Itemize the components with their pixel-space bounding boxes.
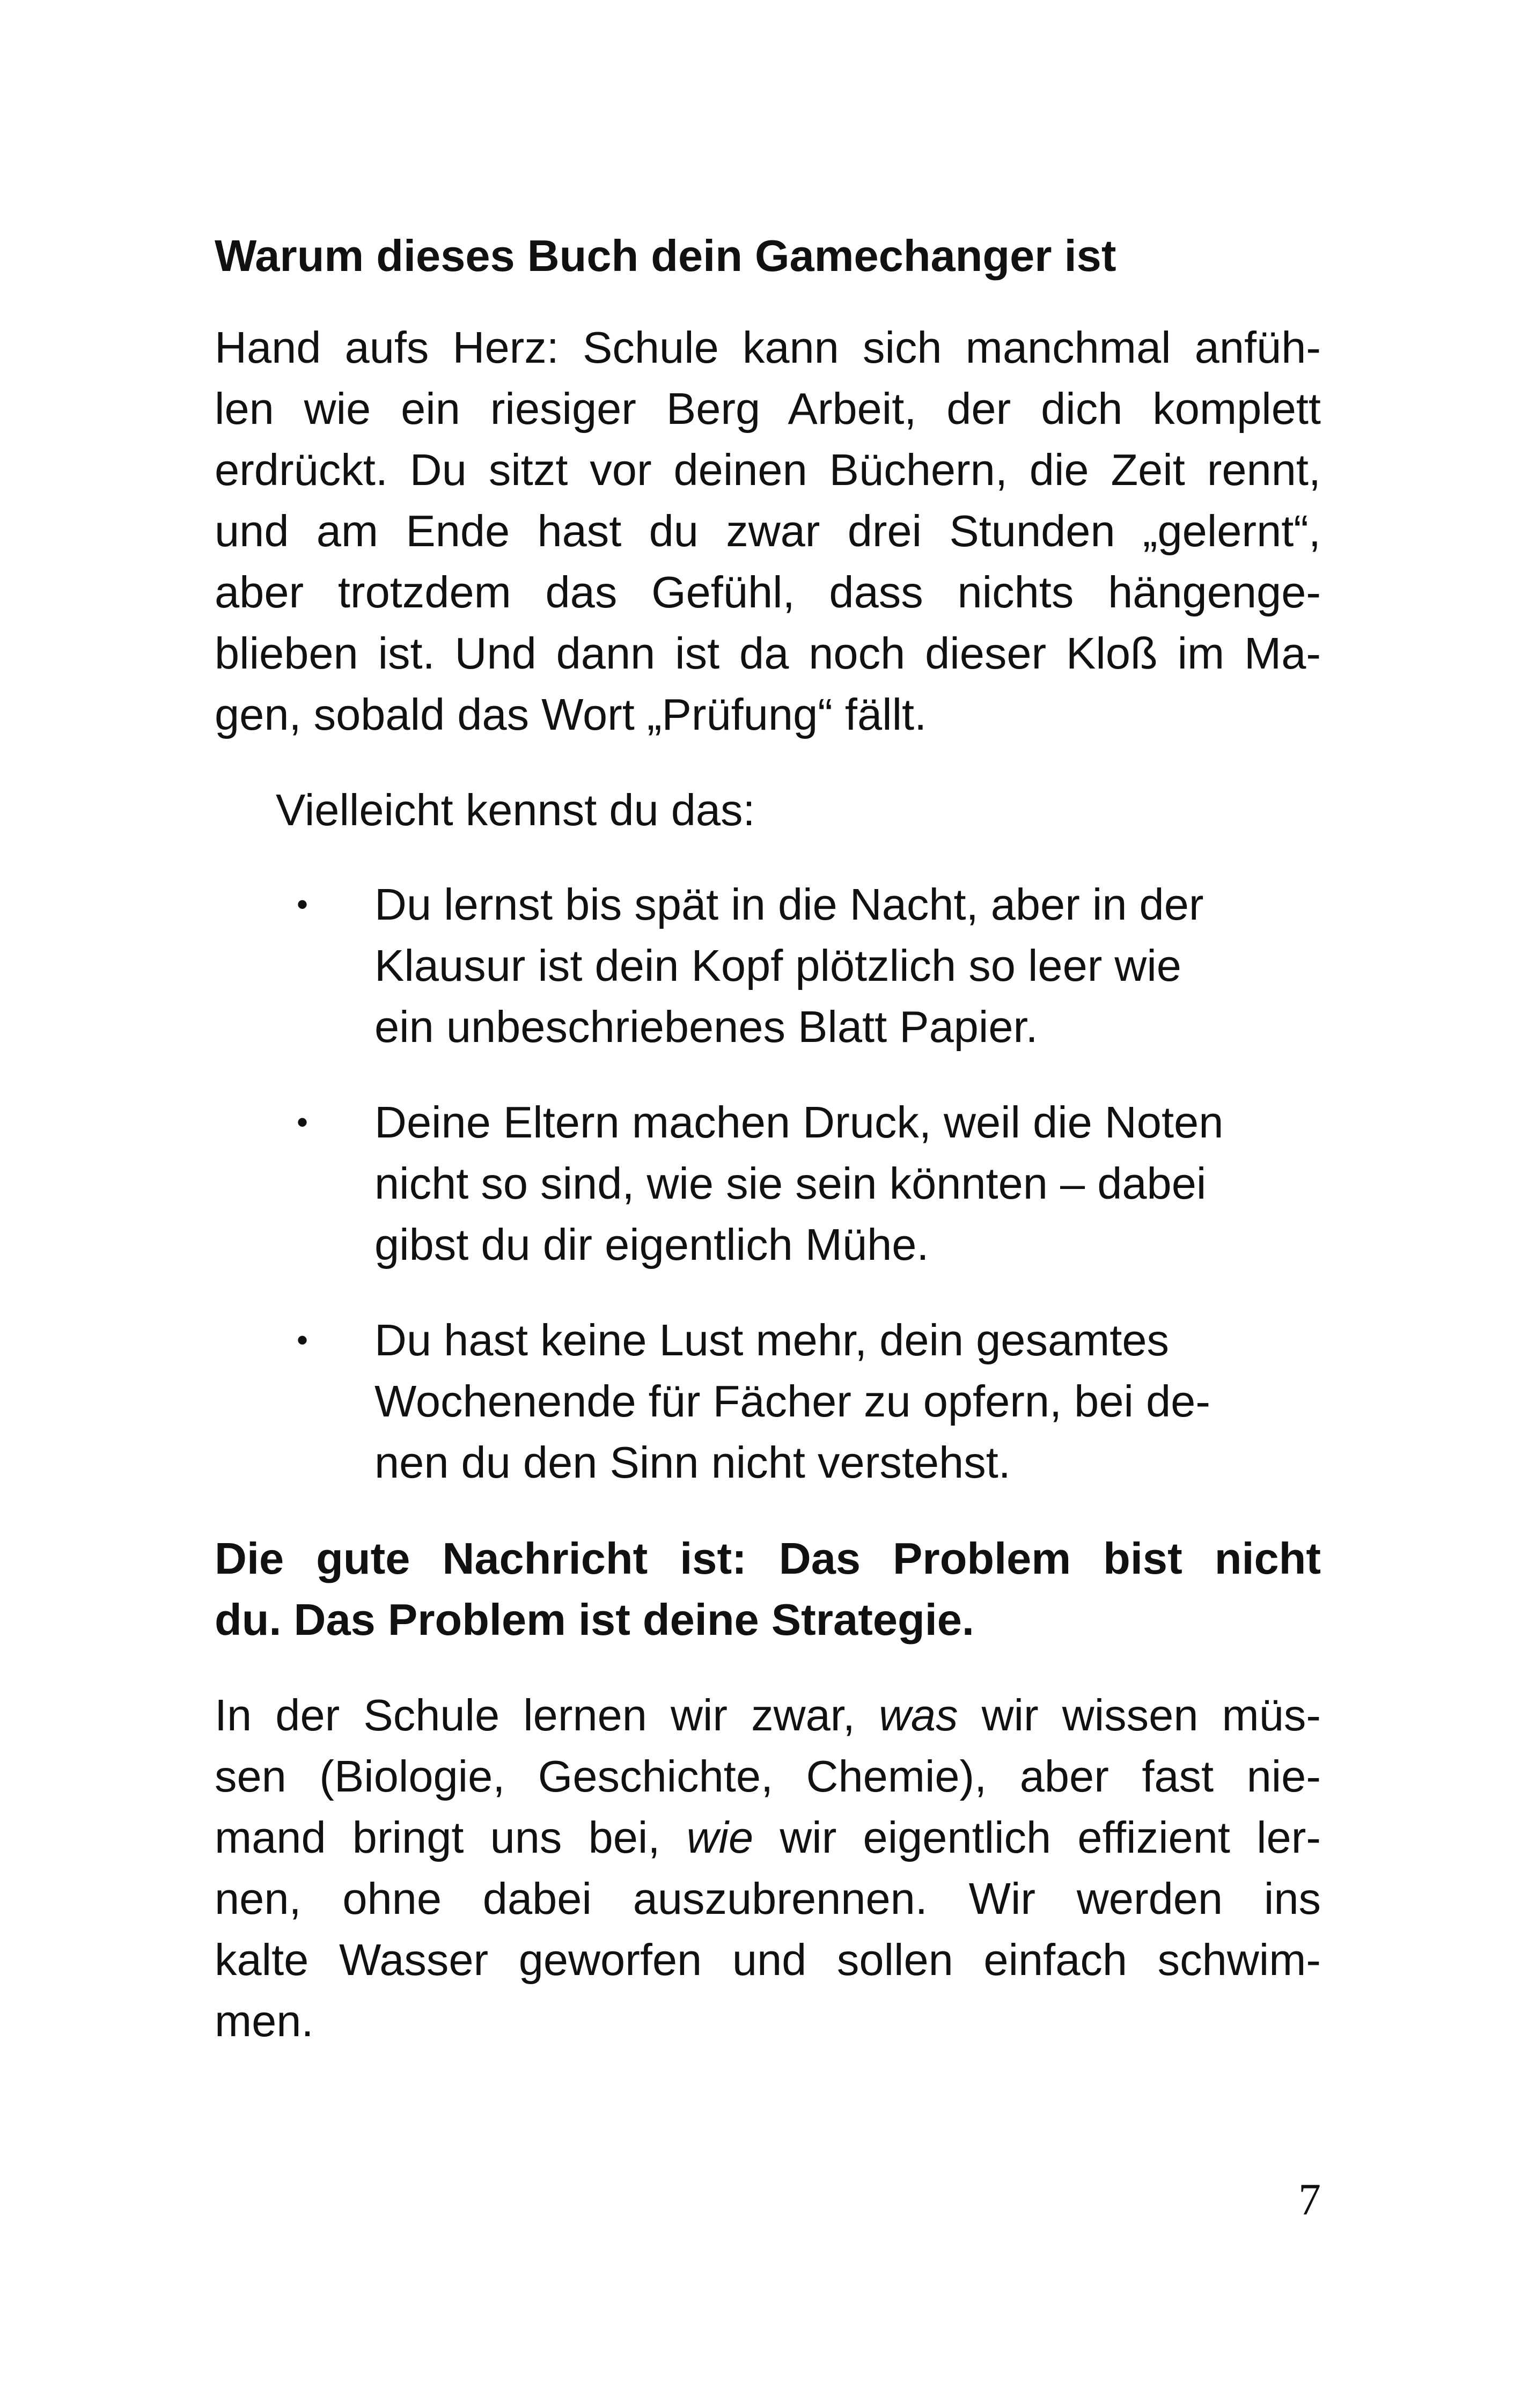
paragraph-intro [215,317,1321,745]
list-item-line: nicht so sind, wie sie sein könnten – dabei [374,1158,1207,1208]
paragraph-line: gen, sobald das Wort „Prüfung“ fällt. [215,689,927,739]
list-item-line: ein unbeschriebenes Blatt Papier. [374,1002,1038,1052]
list-item-line: Du lernst bis spät in die Nacht, aber in der [374,879,1204,929]
list-intro: Vielleicht kennst du das: [276,785,755,835]
list-item-line: gibst du dir eigentlich Mühe. [374,1220,929,1269]
paragraph-line: und am Ende hast du zwar drei Stunden „gelernt“, [215,506,1321,556]
bullet-list [215,874,1321,1493]
list-item [215,874,1447,1058]
list-item-line: Wochenende für Fächer zu opfern, bei de- [374,1376,1210,1426]
paragraph-line: mand bringt uns bei, wie wir eigentlich effizient ler- [215,1812,1321,1862]
section-heading: Warum dieses Buch dein Gamechanger ist [215,231,1116,281]
paragraph-line: blieben ist. Und dann ist da noch dieser Kloß im Ma- [215,628,1321,678]
list-item-line: Klausur ist dein Kopf plötzlich so leer wie [374,941,1181,990]
list-item [215,1310,1447,1493]
key-statement [215,1528,1321,1650]
paragraph-line: In der Schule lernen wir zwar, was wir wissen müs- [215,1690,1321,1740]
paragraph-line: Hand aufs Herz: Schule kann sich manchmal anfüh- [215,322,1321,372]
paragraph-line: nen, ohne dabei auszubrennen. Wir werden ins [215,1874,1321,1924]
paragraph-line: sen (Biologie, Geschichte, Chemie), aber fast nie- [215,1751,1321,1801]
paragraph-closing [215,1685,1321,2052]
paragraph-line: erdrückt. Du sitzt vor deinen Büchern, die Zeit rennt, [215,445,1321,495]
emphasis-wie: wie [686,1812,754,1862]
bullet-marker-icon: • [297,1322,308,1358]
bullet-marker-icon: • [297,886,308,922]
key-statement-line: Die gute Nachricht ist: Das Problem bist nicht [215,1533,1321,1583]
key-statement-line: du. Das Problem ist deine Strategie. [215,1595,974,1645]
paragraph-line: len wie ein riesiger Berg Arbeit, der dich komplett [215,384,1321,434]
book-page [215,225,1321,2052]
list-item-line: Deine Eltern machen Druck, weil die Noten [374,1097,1224,1147]
bullet-marker-icon: • [297,1104,308,1140]
list-item-line: Du hast keine Lust mehr, dein gesamtes [374,1315,1169,1365]
page-number: 7 [1298,2175,1321,2225]
paragraph-line: men. [215,1996,314,2046]
list-item-line: nen du den Sinn nicht verstehst. [374,1437,1011,1487]
emphasis-was: was [878,1690,958,1740]
list-item [215,1092,1447,1275]
paragraph-line: kalte Wasser geworfen und sollen einfach schwim- [215,1935,1321,1985]
paragraph-line: aber trotzdem das Gefühl, dass nichts hängenge- [215,567,1321,617]
